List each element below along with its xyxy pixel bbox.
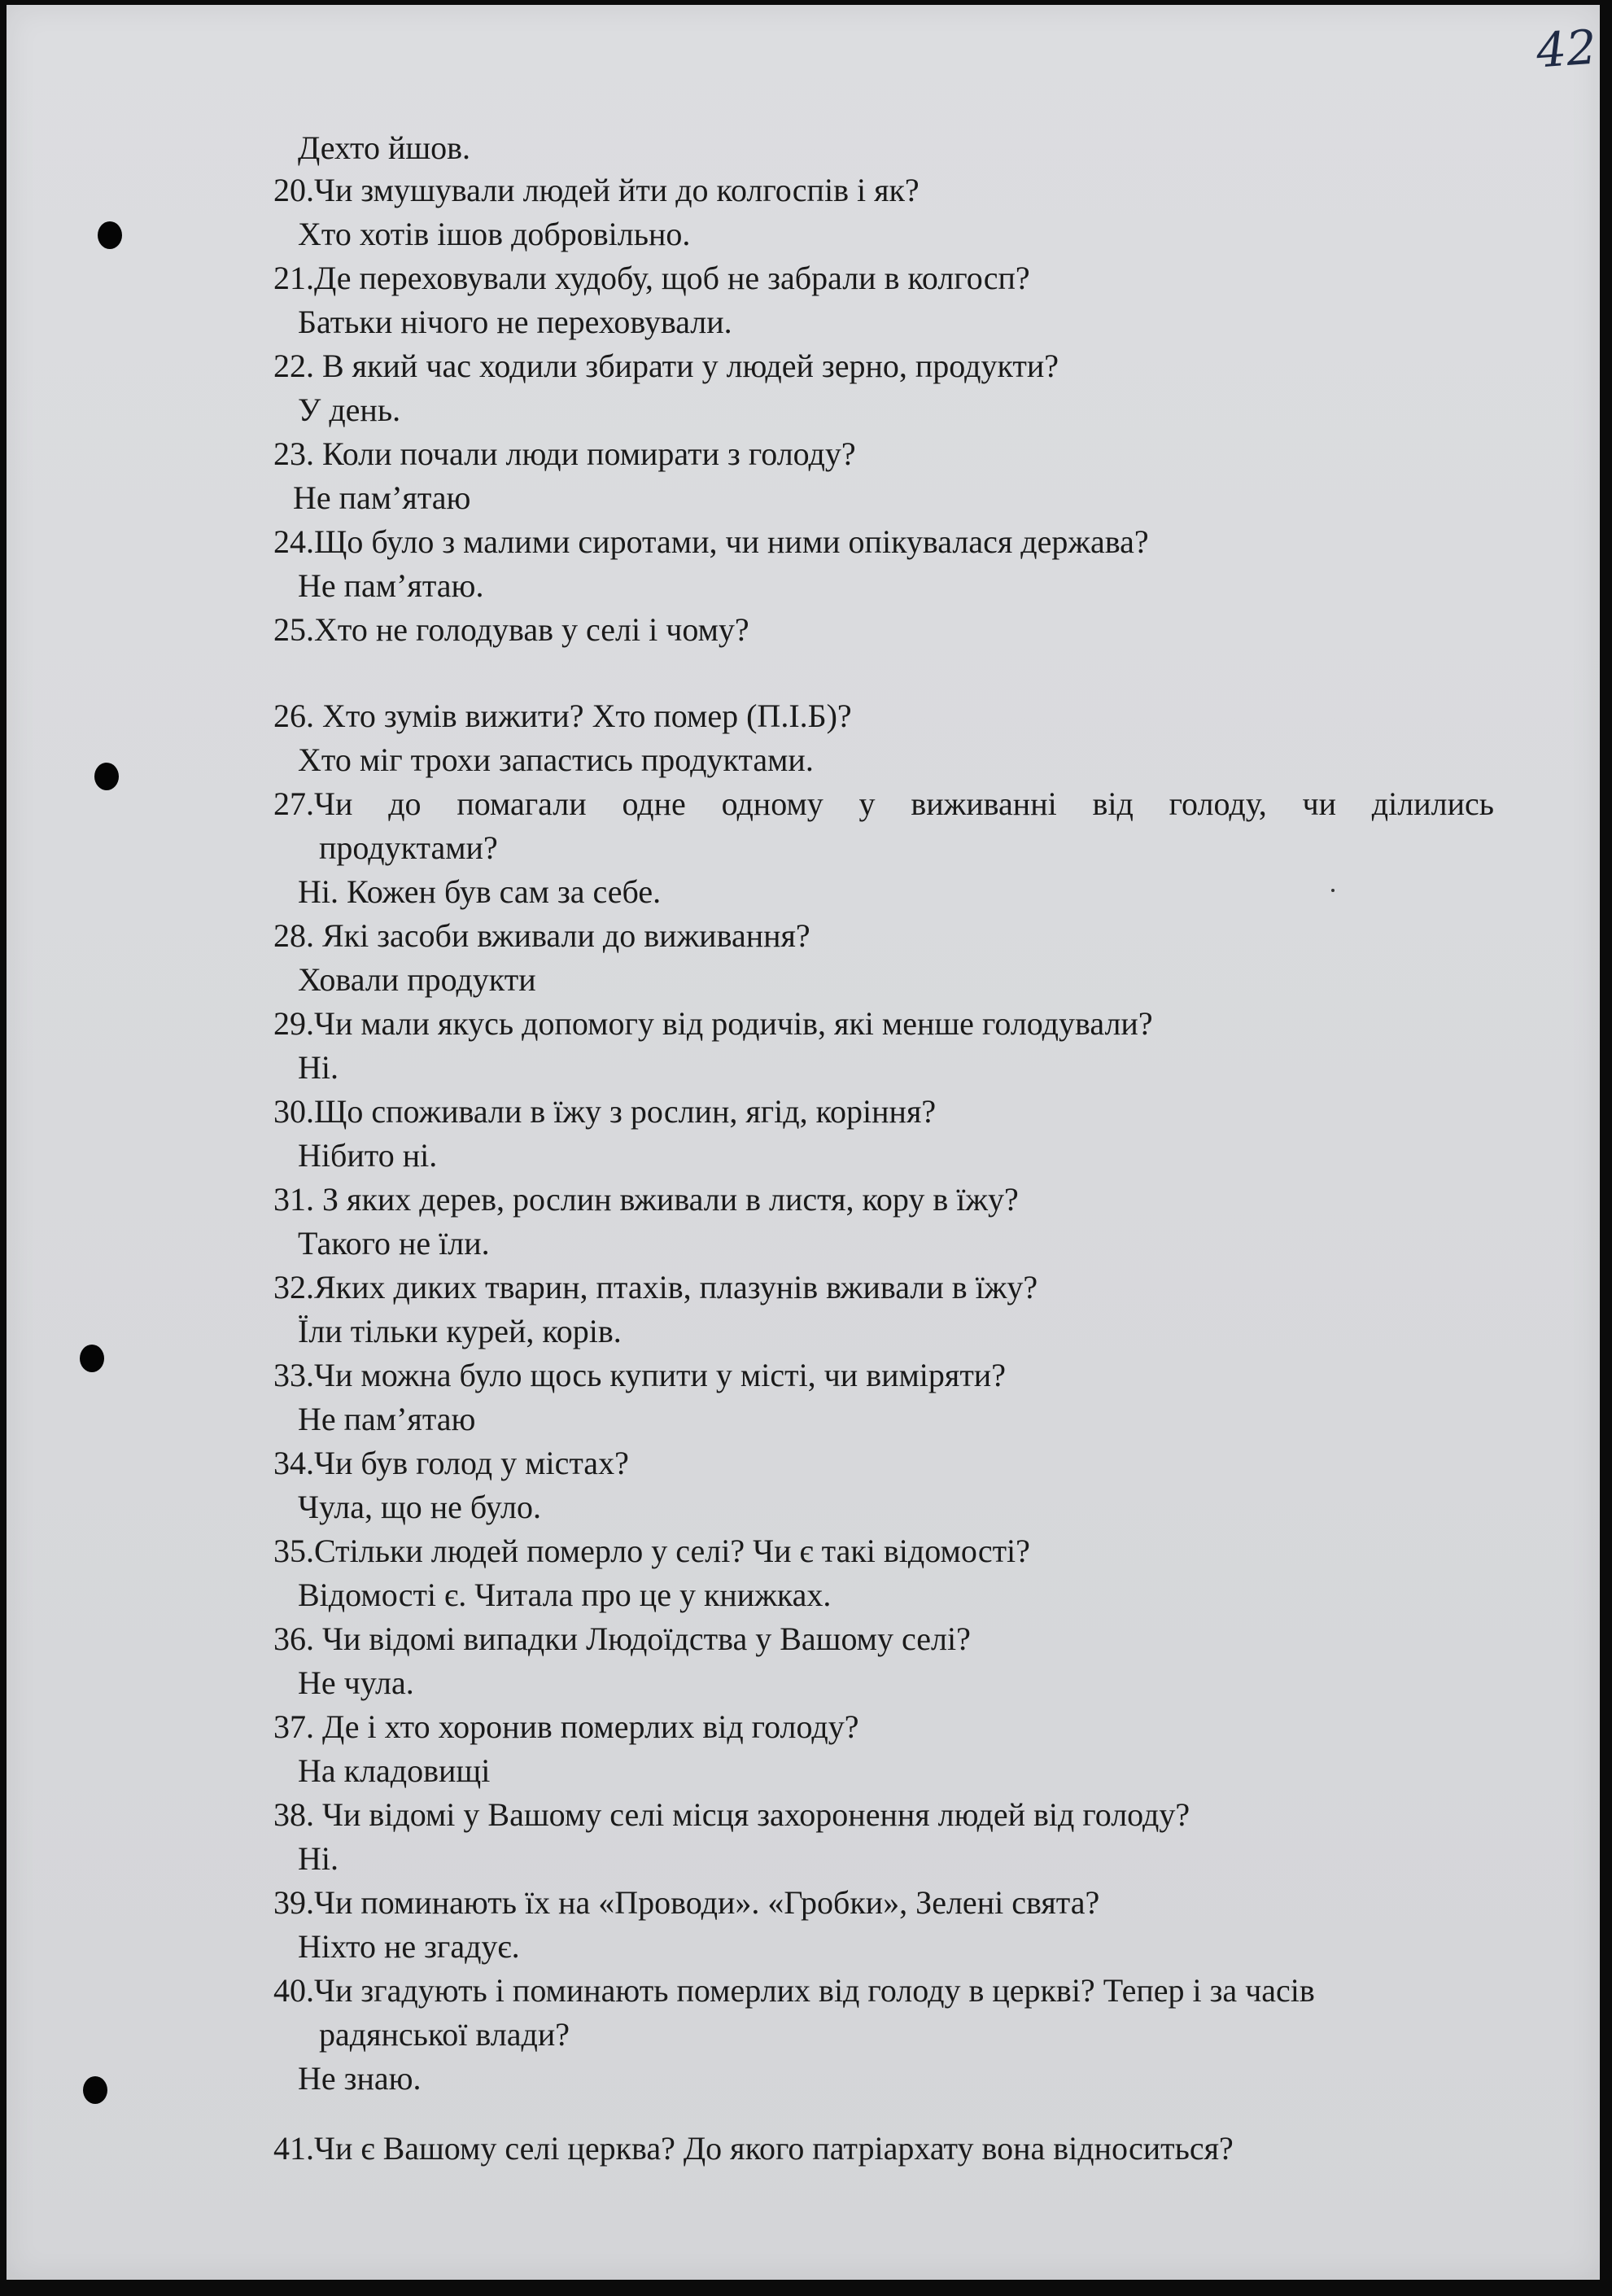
answer-line: Їли тільки курей, корів.: [298, 1313, 622, 1349]
question-22: 22. В який час ходили збирати у людей зерно, продукти?: [273, 348, 1059, 384]
question-30: 30.Що споживали в їжу з рослин, ягід, коріння?: [273, 1093, 937, 1130]
answer-line: Не чула.: [298, 1664, 414, 1701]
answer-line: У день.: [298, 391, 401, 428]
question-40: 40.Чи згадують і поминають померлих від голоду в церкві? Тепер і за часів: [273, 1972, 1315, 2009]
answer-line: Не пам’ятаю.: [298, 567, 484, 604]
answer-line: Ні. Кожен був сам за себе.: [298, 873, 662, 910]
question-24: 24.Що було з малими сиротами, чи ними опікувалася держава?: [273, 523, 1149, 560]
answer-line: Не знаю.: [298, 2060, 422, 2097]
question-continuation: радянської влади?: [319, 2016, 570, 2053]
answer-line: Хто хотів ішов добровільно.: [298, 216, 691, 252]
question-20: 20.Чи змушували людей йти до колгоспів і як?: [273, 172, 920, 208]
answer-line: Відомості є. Читала про це у книжках.: [298, 1577, 832, 1613]
question-34: 34.Чи був голод у містах?: [273, 1445, 629, 1481]
question-28: 28. Які засоби вживали до виживання?: [273, 917, 810, 954]
question-21: 21.Де переховували худобу, щоб не забрали в колгосп?: [273, 260, 1030, 296]
question-33: 33.Чи можна було щось купити у місті, чи виміряти?: [273, 1357, 1006, 1393]
answer-line: Не пам’ятаю: [298, 1401, 476, 1437]
answer-line: Ховали продукти: [298, 961, 536, 998]
question-32: 32.Яких диких тварин, птахів, плазунів вживали в їжу?: [273, 1269, 1038, 1305]
question-38: 38. Чи відомі у Вашому селі місця захоронення людей від голоду?: [273, 1796, 1190, 1833]
question-26: 26. Хто зумів вижити? Хто помер (П.І.Б)?: [273, 698, 852, 734]
page-number: 42: [1534, 19, 1599, 79]
answer-line: Такого не їли.: [298, 1225, 490, 1262]
answer-line: Ніхто не згадує.: [298, 1928, 520, 1965]
question-continuation: продуктами?: [319, 829, 498, 866]
answer-line: Батьки нічого не переховували.: [298, 304, 732, 340]
answer-line: Нібито ні.: [298, 1137, 438, 1174]
answer-line: Ні.: [298, 1049, 339, 1086]
question-35: 35.Стільки людей померло у селі? Чи є такі відомості?: [273, 1533, 1030, 1569]
question-27: 27.Чи до помагали одне одному у виживанні від голоду, чи ділились: [273, 785, 1494, 822]
answer-line: Не пам’ятаю: [293, 479, 471, 516]
answer-line: Чула, що не було.: [298, 1489, 541, 1525]
question-36: 36. Чи відомі випадки Людоїдства у Вашому селі?: [273, 1620, 971, 1657]
question-39: 39.Чи поминають їх на «Проводи». «Гробки», Зелені свята?: [273, 1884, 1100, 1921]
answer-line: Хто міг трохи запастись продуктами.: [298, 741, 814, 778]
question-25: 25.Хто не голодував у селі і чому?: [273, 611, 749, 648]
question-31: 31. З яких дерев, рослин вживали в листя, кору в їжу?: [273, 1181, 1019, 1218]
answer-line: Дехто йшов.: [298, 129, 471, 166]
answer-line: На кладовищі: [298, 1752, 491, 1789]
question-37: 37. Де і хто хоронив померлих від голоду?: [273, 1708, 859, 1745]
question-23: 23. Коли почали люди помирати з голоду?: [273, 435, 856, 472]
question-41: 41.Чи є Вашому селі церква? До якого патріархату вона відноситься?: [273, 2130, 1234, 2167]
question-29: 29.Чи мали якусь допомогу від родичів, які менше голодували?: [273, 1005, 1153, 1042]
answer-line: Ні.: [298, 1840, 339, 1877]
